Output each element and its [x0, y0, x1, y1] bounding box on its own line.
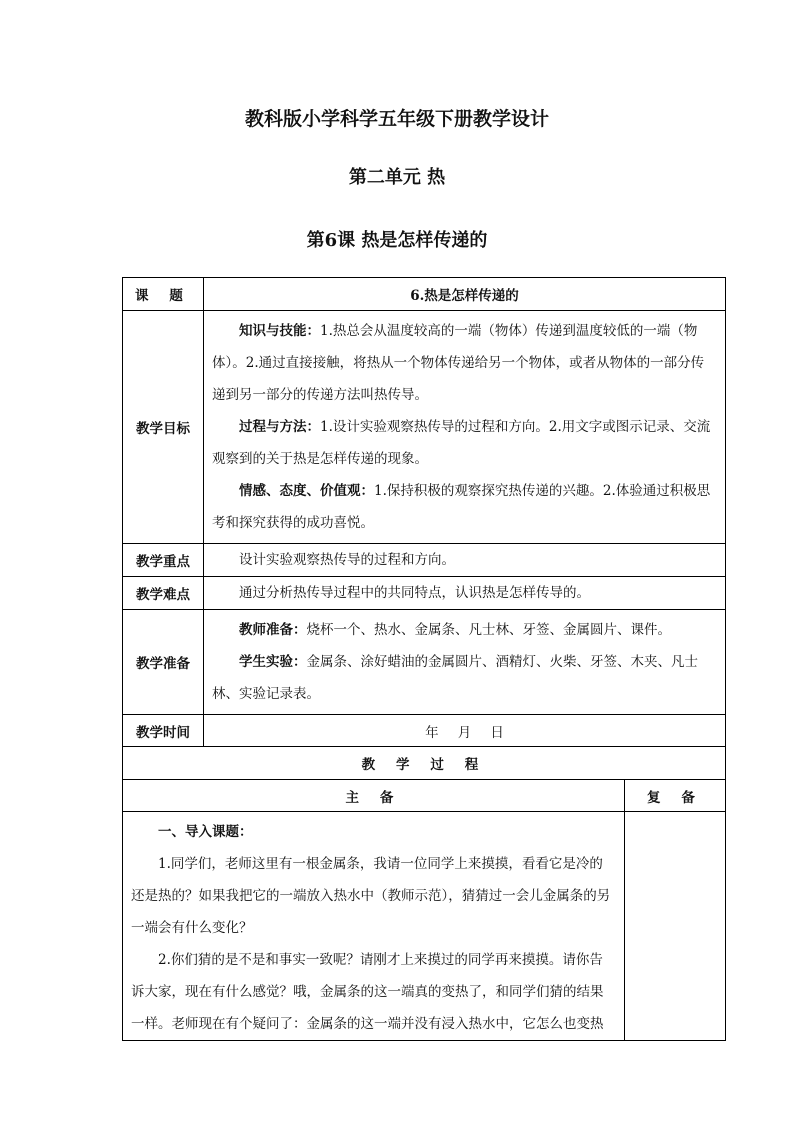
column-heading-row — [123, 780, 726, 812]
key-row — [123, 544, 726, 577]
main-column-heading: 主 备 — [123, 780, 625, 812]
topic-value: 6.热是怎样传递的 — [204, 278, 726, 311]
goals-content — [204, 311, 726, 544]
secondary-notes-cell — [625, 812, 726, 1041]
process-row — [123, 812, 726, 1041]
difficulty-row — [123, 577, 726, 610]
key-value: 设计实验观察热传导的过程和方向。 — [204, 544, 726, 577]
process-heading-row — [123, 747, 726, 780]
prep-label: 教学准备 — [123, 610, 204, 715]
difficulty-value: 通过分析热传导过程中的共同特点，认识热是怎样传导的。 — [204, 577, 726, 610]
topic-row — [123, 278, 726, 311]
lesson-title: 第6课 热是怎样传递的 — [306, 230, 488, 251]
secondary-column-heading: 复 备 — [625, 780, 726, 812]
key-label: 教学重点 — [123, 544, 204, 577]
process-section-title: 一、导入课题： — [158, 824, 253, 840]
process-paragraph-2: 2.你们猜的是不是和事实一致呢？请刚才上来摸过的同学再来摸摸。请你告诉大家，现在有什么感觉？哦，金属条的这一端真的变热了，和同学们猜的结果一样。老师现在有个疑问了：金属条的这一端并没有浸入热水中，它怎么也变热 — [131, 952, 604, 1032]
time-value: 年 月 日 — [204, 715, 726, 747]
difficulty-label: 教学难点 — [123, 577, 204, 610]
prep-teacher: 教师准备：烧杯一个、热水、金属条、凡士林、牙签、金属圆片、课件。 — [239, 622, 671, 638]
goal-process: 过程与方法：1.设计实验观察热传导的过程和方向。2.用文字或图示记录、交流观察到的关于热是怎样传递的现象。 — [212, 419, 711, 467]
prep-content — [204, 610, 726, 715]
document-title: 教科版小学科学五年级下册教学设计 — [244, 108, 549, 130]
prep-row — [123, 610, 726, 715]
goal-knowledge: 知识与技能：1.热总会从温度较高的一端（物体）传递到温度较低的一端（物体）。2.通过直接接触，将热从一个物体传递给另一个物体，或者从物体的一部分传递到另一部分的传递方法叫热传导。 — [212, 323, 705, 403]
goals-row — [123, 311, 726, 544]
process-paragraph-1: 1.同学们，老师这里有一根金属条，我请一位同学上来摸摸，看看它是冷的还是热的？如果我把它的一端放入热水中（教师示范），猜猜过一会儿金属条的另一端会有什么变化？ — [131, 856, 611, 936]
lesson-plan-table — [122, 277, 726, 1041]
unit-title: 第二单元 热 — [348, 167, 446, 188]
time-row — [123, 715, 726, 747]
prep-student: 学生实验：金属条、涂好蜡油的金属圆片、酒精灯、火柴、牙签、木夹、凡士林、实验记录表。 — [212, 654, 698, 702]
goals-label: 教学目标 — [123, 311, 204, 544]
time-label: 教学时间 — [123, 715, 204, 747]
process-content — [123, 812, 625, 1041]
goal-attitude: 情感、态度、价值观：1.保持积极的观察探究热传递的兴趣。2.体验通过积极思考和探究获得的成功喜悦。 — [212, 483, 711, 531]
process-heading: 教 学 过 程 — [123, 747, 726, 780]
topic-label: 课 题 — [123, 278, 204, 311]
